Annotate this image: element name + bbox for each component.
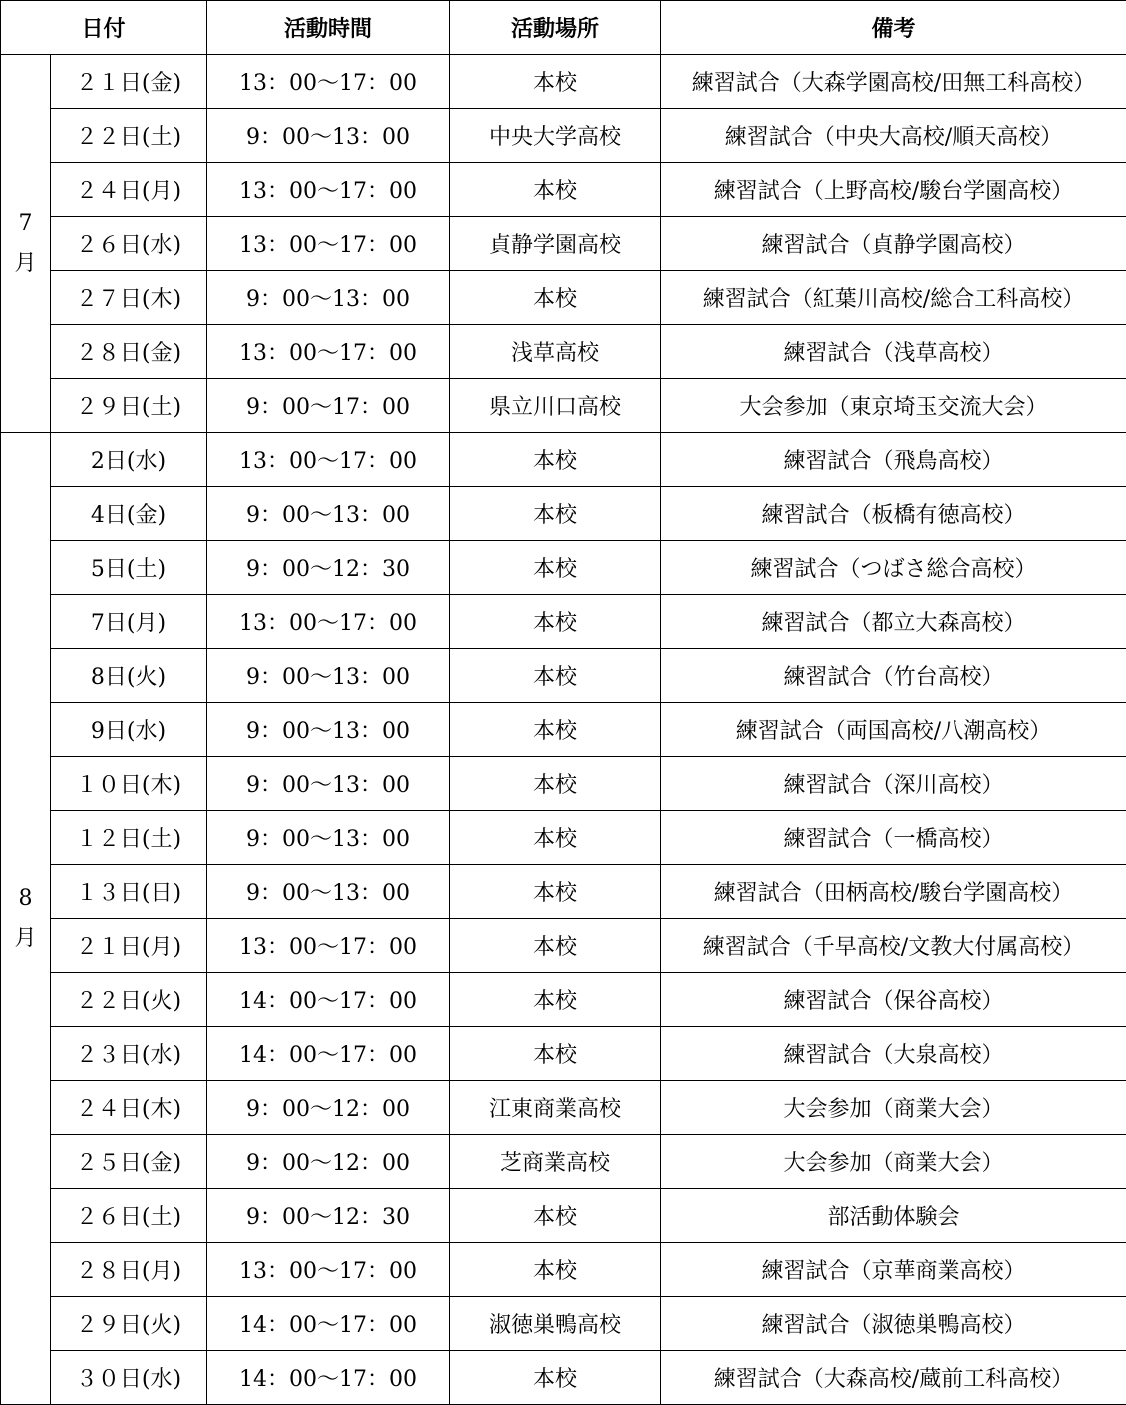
- table-row: [1, 757, 1126, 811]
- place-cell: 本校: [450, 703, 661, 757]
- table-row: [1, 649, 1126, 703]
- time-cell: 9：00～13：00: [207, 703, 450, 757]
- time-cell: 13：00～17：00: [207, 325, 450, 379]
- time-cell: 9：00～12：00: [207, 1081, 450, 1135]
- day-cell: ３０日(水): [51, 1351, 207, 1405]
- note-cell: 練習試合（飛鳥高校）: [661, 433, 1126, 487]
- note-cell: 練習試合（京華商業高校）: [661, 1243, 1126, 1297]
- place-cell: 本校: [450, 1243, 661, 1297]
- header-time: 活動時間: [207, 1, 450, 55]
- time-cell: 9：00～13：00: [207, 757, 450, 811]
- note-cell: 練習試合（紅葉川高校/総合工科高校）: [661, 271, 1126, 325]
- header-note: 備考: [661, 1, 1126, 55]
- note-cell: 大会参加（商業大会）: [661, 1081, 1126, 1135]
- note-cell: 練習試合（上野高校/駿台学園高校）: [661, 163, 1126, 217]
- table-row: [1, 1297, 1126, 1351]
- table-row: [1, 865, 1126, 919]
- note-cell: 練習試合（千早高校/文教大付属高校）: [661, 919, 1126, 973]
- place-cell: 本校: [450, 1189, 661, 1243]
- place-cell: 本校: [450, 919, 661, 973]
- note-cell: 大会参加（商業大会）: [661, 1135, 1126, 1189]
- time-cell: 13：00～17：00: [207, 433, 450, 487]
- month-unit: 月: [1, 919, 50, 959]
- place-cell: 浅草高校: [450, 325, 661, 379]
- place-cell: 貞静学園高校: [450, 217, 661, 271]
- table-row: [1, 1135, 1126, 1189]
- time-cell: 14：00～17：00: [207, 1027, 450, 1081]
- table-row: [1, 1189, 1126, 1243]
- day-cell: ２８日(金): [51, 325, 207, 379]
- time-cell: 9：00～13：00: [207, 271, 450, 325]
- note-cell: 練習試合（淑徳巣鴨高校）: [661, 1297, 1126, 1351]
- day-cell: 9日(水): [51, 703, 207, 757]
- table-row: [1, 703, 1126, 757]
- table-row: [1, 55, 1126, 109]
- day-cell: 2日(水): [51, 433, 207, 487]
- table-row: [1, 973, 1126, 1027]
- table-row: [1, 433, 1126, 487]
- day-cell: 4日(金): [51, 487, 207, 541]
- place-cell: 本校: [450, 973, 661, 1027]
- place-cell: 本校: [450, 1027, 661, 1081]
- place-cell: 本校: [450, 487, 661, 541]
- note-cell: 練習試合（つばさ総合高校）: [661, 541, 1126, 595]
- day-cell: ２５日(金): [51, 1135, 207, 1189]
- note-cell: 部活動体験会: [661, 1189, 1126, 1243]
- note-cell: 練習試合（都立大森高校）: [661, 595, 1126, 649]
- day-cell: ２６日(水): [51, 217, 207, 271]
- note-cell: 練習試合（竹台高校）: [661, 649, 1126, 703]
- place-cell: 県立川口高校: [450, 379, 661, 433]
- table-row: [1, 1243, 1126, 1297]
- note-cell: 練習試合（大泉高校）: [661, 1027, 1126, 1081]
- note-cell: 大会参加（東京埼玉交流大会）: [661, 379, 1126, 433]
- time-cell: 9：00～12：00: [207, 1135, 450, 1189]
- time-cell: 13：00～17：00: [207, 163, 450, 217]
- place-cell: 本校: [450, 595, 661, 649]
- day-cell: １０日(木): [51, 757, 207, 811]
- table-row: [1, 1081, 1126, 1135]
- time-cell: 9：00～13：00: [207, 649, 450, 703]
- note-cell: 練習試合（板橋有徳高校）: [661, 487, 1126, 541]
- time-cell: 13：00～17：00: [207, 1243, 450, 1297]
- table-row: [1, 379, 1126, 433]
- time-cell: 9：00～13：00: [207, 811, 450, 865]
- table-row: [1, 541, 1126, 595]
- time-cell: 9：00～13：00: [207, 109, 450, 163]
- day-cell: ２４日(木): [51, 1081, 207, 1135]
- place-cell: 本校: [450, 163, 661, 217]
- time-cell: 9：00～17：00: [207, 379, 450, 433]
- table-row: [1, 1351, 1126, 1405]
- note-cell: 練習試合（中央大高校/順天高校）: [661, 109, 1126, 163]
- note-cell: 練習試合（深川高校）: [661, 757, 1126, 811]
- day-cell: ２７日(木): [51, 271, 207, 325]
- day-cell: ２１日(金): [51, 55, 207, 109]
- table-row: [1, 595, 1126, 649]
- table-row: [1, 811, 1126, 865]
- place-cell: 中央大学高校: [450, 109, 661, 163]
- table-row: [1, 109, 1126, 163]
- day-cell: ２２日(火): [51, 973, 207, 1027]
- table-row: [1, 1027, 1126, 1081]
- time-cell: 14：00～17：00: [207, 1297, 450, 1351]
- day-cell: ２９日(火): [51, 1297, 207, 1351]
- day-cell: １３日(日): [51, 865, 207, 919]
- place-cell: 本校: [450, 541, 661, 595]
- note-cell: 練習試合（貞静学園高校）: [661, 217, 1126, 271]
- schedule-body: [1, 55, 1126, 1405]
- month-unit: 月: [1, 244, 50, 284]
- place-cell: 本校: [450, 865, 661, 919]
- day-cell: １２日(土): [51, 811, 207, 865]
- note-cell: 練習試合（一橋高校）: [661, 811, 1126, 865]
- place-cell: 本校: [450, 1351, 661, 1405]
- table-row: [1, 487, 1126, 541]
- day-cell: ２９日(土): [51, 379, 207, 433]
- table-row: [1, 919, 1126, 973]
- day-cell: ２１日(月): [51, 919, 207, 973]
- day-cell: ２８日(月): [51, 1243, 207, 1297]
- note-cell: 練習試合（田柄高校/駿台学園高校）: [661, 865, 1126, 919]
- time-cell: 13：00～17：00: [207, 217, 450, 271]
- header-date: 日付: [1, 1, 207, 55]
- table-row: [1, 271, 1126, 325]
- place-cell: 江東商業高校: [450, 1081, 661, 1135]
- place-cell: 本校: [450, 271, 661, 325]
- place-cell: 芝商業高校: [450, 1135, 661, 1189]
- time-cell: 9：00～12：30: [207, 1189, 450, 1243]
- note-cell: 練習試合（大森学園高校/田無工科高校）: [661, 55, 1126, 109]
- time-cell: 13：00～17：00: [207, 919, 450, 973]
- note-cell: 練習試合（浅草高校）: [661, 325, 1126, 379]
- time-cell: 9：00～13：00: [207, 865, 450, 919]
- place-cell: 本校: [450, 55, 661, 109]
- note-cell: 練習試合（保谷高校）: [661, 973, 1126, 1027]
- table-row: [1, 325, 1126, 379]
- time-cell: 9：00～12：30: [207, 541, 450, 595]
- note-cell: 練習試合（両国高校/八潮高校）: [661, 703, 1126, 757]
- day-cell: 8日(火): [51, 649, 207, 703]
- place-cell: 本校: [450, 811, 661, 865]
- month-number: 7: [1, 204, 50, 244]
- note-cell: 練習試合（大森高校/蔵前工科高校）: [661, 1351, 1126, 1405]
- day-cell: 7日(月): [51, 595, 207, 649]
- place-cell: 本校: [450, 649, 661, 703]
- day-cell: ２４日(月): [51, 163, 207, 217]
- table-row: [1, 217, 1126, 271]
- day-cell: ２２日(土): [51, 109, 207, 163]
- time-cell: 13：00～17：00: [207, 595, 450, 649]
- month-label: [1, 433, 51, 1405]
- day-cell: ２６日(土): [51, 1189, 207, 1243]
- time-cell: 9：00～13：00: [207, 487, 450, 541]
- month-label: [1, 55, 51, 433]
- time-cell: 13：00～17：00: [207, 55, 450, 109]
- month-number: 8: [1, 879, 50, 919]
- place-cell: 淑徳巣鴨高校: [450, 1297, 661, 1351]
- place-cell: 本校: [450, 757, 661, 811]
- time-cell: 14：00～17：00: [207, 973, 450, 1027]
- header-row: [1, 1, 1126, 55]
- header-place: 活動場所: [450, 1, 661, 55]
- table-row: [1, 163, 1126, 217]
- time-cell: 14：00～17：00: [207, 1351, 450, 1405]
- day-cell: 5日(土): [51, 541, 207, 595]
- day-cell: ２３日(水): [51, 1027, 207, 1081]
- place-cell: 本校: [450, 433, 661, 487]
